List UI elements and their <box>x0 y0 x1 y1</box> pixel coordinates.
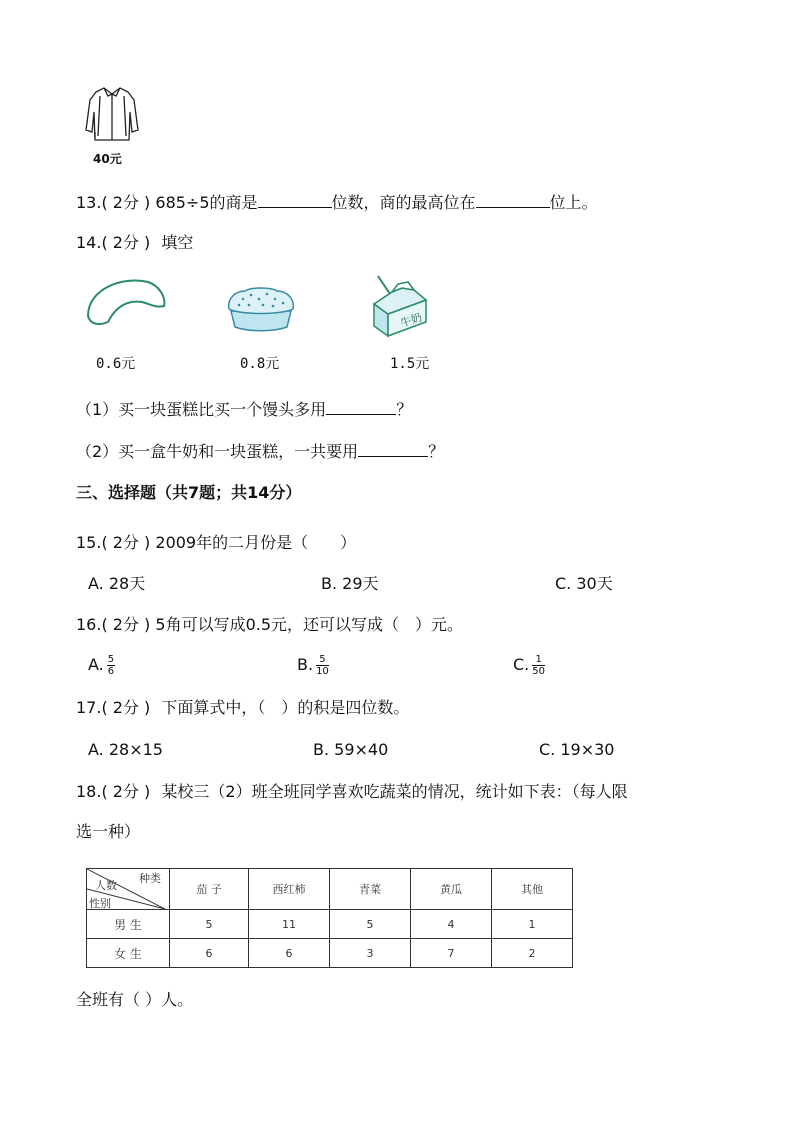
question-13: 13.( 2分 ) 685÷5的商是 位数，商的最高位在 位上。 <box>76 193 598 212</box>
question-15: 15.( 2分 ) 2009年的二月份是（ ） <box>76 533 357 552</box>
shirt-price: 40元 <box>93 152 122 166</box>
price-milk: 1.5元 <box>390 356 430 372</box>
table-cell: 4 <box>411 910 492 939</box>
option-a[interactable]: A. $\frac{5}{6}$ <box>88 654 115 677</box>
section-title: 三、选择题（共7题；共14分） <box>76 483 302 502</box>
question-18: 18.( 2分 ) 某校三（2）班全班同学喜欢吃蔬菜的情况，统计如下表：（每人限 <box>76 782 628 801</box>
table-header: 黄瓜 <box>411 869 492 910</box>
table-cell: 2 <box>492 939 573 968</box>
question-14-sub-1: （1）买一块蛋糕比买一个馒头多用 ？ <box>76 400 413 419</box>
answer-blank[interactable] <box>358 440 428 457</box>
option-b[interactable]: B. $\frac{5}{10}$ <box>297 654 329 677</box>
question-score: ( 2分 ) <box>101 233 151 252</box>
fraction: $\frac{1}{50}$ <box>532 654 545 677</box>
question-18-line-2: 选一种） <box>76 822 141 841</box>
table-cell: 7 <box>411 939 492 968</box>
steamed-bun-image <box>84 276 168 334</box>
question-14-sub-2: （2）买一盒牛奶和一块蛋糕，一共要用 ？ <box>76 442 445 461</box>
question-number: 18. <box>76 782 102 801</box>
option-b[interactable]: B. 59×40 <box>313 740 389 759</box>
table-cell: 5 <box>170 910 249 939</box>
table-header: 西红柿 <box>249 869 330 910</box>
table-row <box>87 910 573 939</box>
row-label: 男 生 <box>87 910 170 939</box>
steamed-bun-icon <box>84 276 168 330</box>
fraction: $\frac{5}{6}$ <box>107 654 115 677</box>
table-cell: 11 <box>249 910 330 939</box>
option-a[interactable]: A. 28天 <box>88 574 146 593</box>
row-label: 女 生 <box>87 939 170 968</box>
answer-blank[interactable] <box>476 191 550 208</box>
option-c[interactable]: C. $\frac{1}{50}$ <box>513 654 545 677</box>
price-cake: 0.8元 <box>240 356 280 372</box>
question-score: ( 2分 ) <box>101 193 151 212</box>
table-header-row <box>87 869 573 910</box>
question-number: 14. <box>76 233 102 252</box>
table-cell: 5 <box>330 910 411 939</box>
table-cell: 3 <box>330 939 411 968</box>
table-header: 青菜 <box>330 869 411 910</box>
milk-carton-image <box>368 274 438 338</box>
question-number: 15. <box>76 533 102 552</box>
question-number: 16. <box>76 615 102 634</box>
question-score: ( 2分 ) <box>101 615 151 634</box>
milk-carton-label: 牛奶 <box>398 310 424 331</box>
question-number: 13. <box>76 193 102 212</box>
answer-blank[interactable] <box>258 191 332 208</box>
option-a[interactable]: A. 28×15 <box>88 740 163 759</box>
vegetable-table <box>86 868 573 968</box>
question-score: ( 2分 ) <box>101 533 151 552</box>
fraction: $\frac{5}{10}$ <box>316 654 329 677</box>
option-b[interactable]: B. 29天 <box>321 574 379 593</box>
option-c[interactable]: C. 19×30 <box>539 740 615 759</box>
question-score: ( 2分 ) <box>101 698 151 717</box>
table-corner-cell: 种类 人数 性别 <box>87 869 170 910</box>
table-cell: 1 <box>492 910 573 939</box>
table-header: 茄 子 <box>170 869 249 910</box>
question-18-prompt: 全班有（ ）人。 <box>76 990 194 1009</box>
table-cell: 6 <box>170 939 249 968</box>
shirt-image <box>82 82 142 146</box>
question-number: 17. <box>76 698 102 717</box>
table-cell: 6 <box>249 939 330 968</box>
answer-blank[interactable] <box>326 398 396 415</box>
question-14: 14.( 2分 ) 填空 <box>76 233 194 252</box>
table-row <box>87 939 573 968</box>
option-c[interactable]: C. 30天 <box>555 574 613 593</box>
price-bun: 0.6元 <box>96 356 136 372</box>
shirt-icon <box>82 82 142 146</box>
question-16: 16.( 2分 ) 5角可以写成0.5元，还可以写成（ ）元。 <box>76 615 464 634</box>
question-score: ( 2分 ) <box>101 782 151 801</box>
cake-image <box>225 285 297 337</box>
cake-icon <box>225 285 297 333</box>
table-header: 其他 <box>492 869 573 910</box>
question-17: 17.( 2分 ) 下面算式中，（ ）的积是四位数。 <box>76 698 410 717</box>
